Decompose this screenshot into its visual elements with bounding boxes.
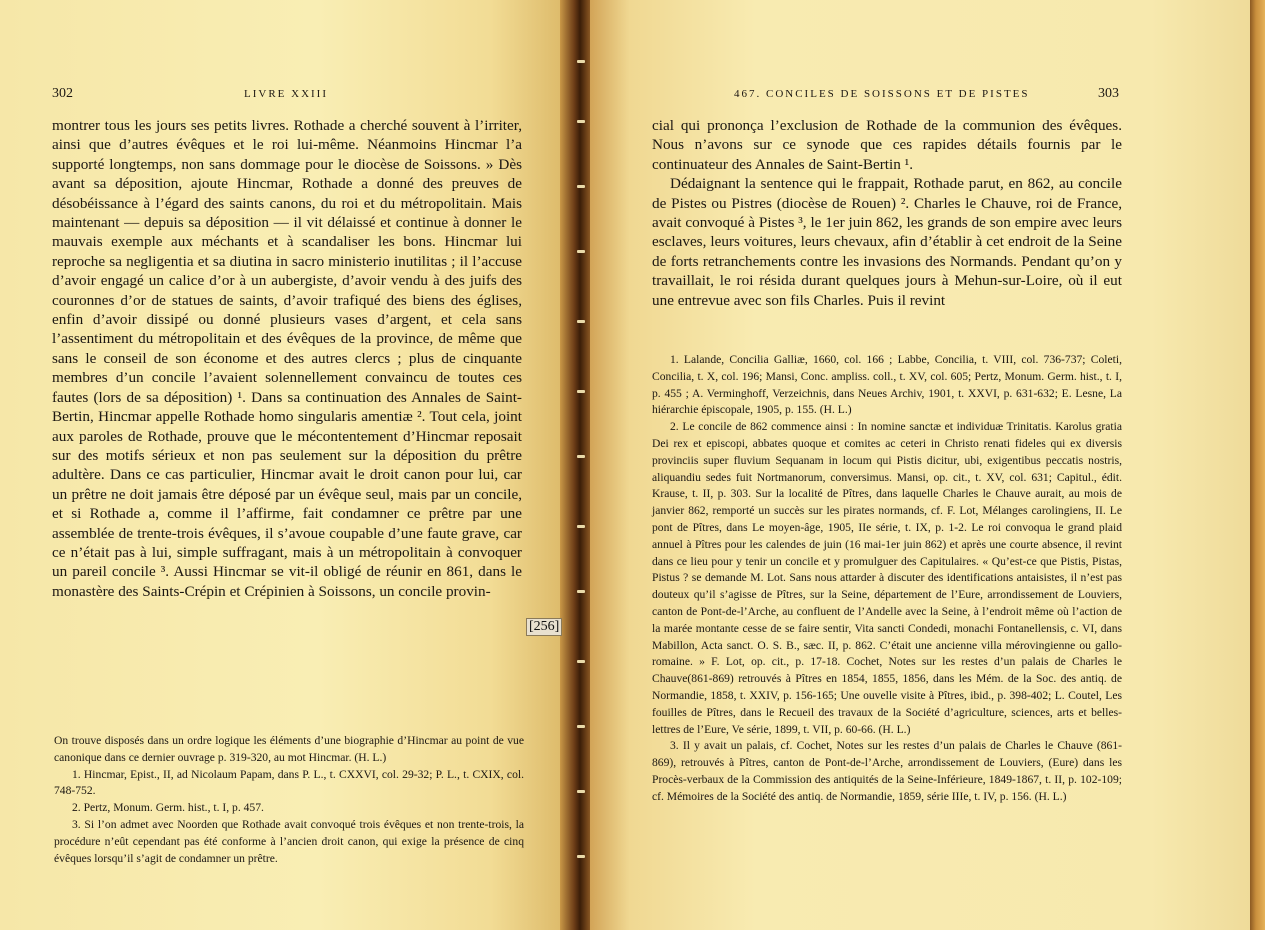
body-text [652,116,1122,310]
page-marker: [256] [526,618,562,636]
footnote: 3. Si l’on admet avec Noorden que Rothade avait convoqué trois évêques et non trente-trois, la procédure n’eût cependant pas été conforme à l’ancien droit canon, qui exige la présence de cinq évêques lorsqu’il s’agit de condamner un prêtre. [54,817,524,865]
running-head: 467. CONCILES DE SOISSONS ET DE PISTES [734,88,1030,100]
footnote: 1. Hincmar, Epist., II, ad Nicolaum Papam, dans P. L., t. CXXVI, col. 29-32; P. L., t. CXIX, col. 748-752. [54,767,524,798]
footnote-intro: On trouve disposés dans un ordre logique les éléments d’une biographie d’Hincmar au point de vue canonique dans ce dernier ouvrage p. 319-320, au mot Hincmar. (H. L.) [54,734,524,764]
paragraph: cial qui prononça l’exclusion de Rothade de la communion des évêques. Nous n’avons sur ce synode que ces rapides détails fournis par le continuateur des Annales de Saint-Bertin ¹. [652,117,1122,173]
paragraph: Dédaignant la sentence qui le frappait, Rothade parut, en 862, au concile de Pistes ou Pistres (diocèse de Rouen) ². Charles le Chauve, roi de France, avait convoqué à Pistes ³, le 1er juin 862, les grands de son empire avec leurs esclaves, leurs voitures, leurs chevaux, afin d’établir à cet endroit de la Seine de forts retranchements contre les invasions des Normands. Pendant qu’on y travaillait, le roi résida durant quelques jours à Mehun-sur-Loire, où il eut une entrevue avec son fils Charles. Puis il revint [652,175,1122,309]
footnote: 1. Lalande, Concilia Galliæ, 1660, col. 166 ; Labbe, Concilia, t. VIII, col. 736-737; Coleti, Concilia, t. X, col. 196; Mansi, Conc. ampliss. coll., t. XV, col. 605; Pertz, Monum. Germ. hist., t. I, p. 455 ; A. Verminghoff, Verzeichnis, dans Neues Archiv, 1901, t. XXVI, p. 631-632; E. Lesne, La hiérarchie épiscopale, 1905, p. 155. (H. L.) [652,353,1122,417]
page-edge [1250,0,1265,930]
left-page [0,0,577,930]
body-text [52,116,522,601]
right-page [590,0,1250,930]
footnotes [54,733,524,867]
page-number: 302 [52,86,73,101]
footnote: 2. Pertz, Monum. Germ. hist., t. I, p. 457. [72,801,264,815]
footnote: 2. Le concile de 862 commence ainsi : In nomine sanctæ et individuæ Trinitatis. Karolus gratia Dei rex et episcopi, abbates quoque et comites ac ceteri in Christo renati fideles qui ex diversis provinciis super fluvium Sequanam in locum qui Pistis dicitur, ubi, exigentibus peccatis nostris, aliquandiu sedes fuit Nortmanorum, conversimus. Mansi, op. cit., t. XV, col. 631; Capitul., édit. Krause, t. II, p. 303. Sur la localité de Pîtres, dans laquelle Charles le Chauve aurait, au mois de janvier 862, remporté un succès sur les pirates normands, cf. F. Lot, Mélanges carolingiens, II. Le pont de Pîtres, dans Le moyen-âge, 1905, IIe série, t. IX, p. 1-2. Le roi convoqua le grand plaid annuel à Pîtres pour les calendes de juin (16 mai-1er juin 862) et après une courte absence, il revint dans ce lieu pour y tenir un concile et y promulguer des Capitulaires. « Qu’est-ce que Pistis, Pistas, Pistus ? se demande M. Lot. Sans nous attarder à discuter des identifications antaisistes, il n’est pas douteux qu’il s’agisse de Pîtres, sur la Seine, département de l’Eure, arrondissement de Louviers, canton de Pont-de-l’Arche, au confluent de l’Andelle avec la Seine, à l’endroit même où l’action de la marée montante cesse de se faire sentir, Vita sancti Condedi, monachi Fontanellensis, c. VI, dans Mabillon, Acta sanct. O. S. B., sæc. II, p. 862. C’était une ancienne villa mérovingienne ou gallo-romaine. » F. Lot, op. cit., p. 17-18. Cochet, Notes sur les restes d’un palais de Charles le Chauve(861-869) retrouvés à Pîtres en 1854, 1855, 1856, dans les Mém. de la Soc. des antiq. de Normandie, 1858, t. XXIV, p. 156-165; Une ouvelle visite à Pîtres, ibid., p. 398-402; L. Coutel, Les fouilles de Pîtres, dans le Recueil des travaux de la Société d’agriculture, sciences, arts et belles-lettres de l’Eure, Ve série, 1899, t. VII, p. 60-66. (H. L.) [652,420,1122,736]
page-number: 303 [1098,86,1119,101]
running-head: LIVRE XXIII [244,88,329,100]
footnote: 3. Il y avait un palais, cf. Cochet, Notes sur les restes d’un palais de Charles le Chauve (861-869), retrouvés à Pîtres, canton de Pont-de-l’Arche, arrondissement de Louviers, (Eure) dans les Procès-verbaux de la Commission des antiquités de la Seine-Inférieure, 1849-1867, t. II, p. 102-109; cf. Mémoires de la Société des antiq. de Normandie, 1859, série IIIe, t. IV, p. 156. (H. L.) [652,739,1122,803]
footnotes [652,352,1122,806]
paragraph: montrer tous les jours ses petits livres. Rothade a cherché souvent à l’irriter, ainsi que d’autres évêques et le roi lui-même. Néanmoins Hincmar l’a supporté longtemps, non sans dommage pour le diocèse de Soissons. » Dès avant sa déposition, ajoute Hincmar, Rothade a donné des preuves de désobéissance à l’égard des saints canons, du roi et du métropolitain. Mais maintenant — depuis sa déposition — il vit délaissé et continue à donner le mauvais exemple aux méchants et à scandaliser les bons. Hincmar lui reproche sa negligentia et sa diutina in sacro ministerio inutilitas ; il l’accuse d’avoir engagé un calice d’or à un aubergiste, d’avoir vendu à des juifs des couronnes d’or de statues de saints, d’avoir trafiqué des biens des églises, enfin d’avoir dissipé ou donné plusieurs vases d’argent, et cela sans l’assentiment du métropolitain et des évêques de la province, de même que sans le conseil de son économe et des autres clercs ; plus de cinquante membres d’un concile l’avaient solennellement convaincu de toutes ces fautes (lors de sa déposition) ¹. Dans sa continuation des Annales de Saint-Bertin, Hincmar appelle Rothade homo singularis amentiæ ². Tout cela, joint aux paroles de Rothade, prouve que le mécontentement d’Hincmar reposait sur des motifs sérieux et non pas seulement sur la déposition du prêtre adultère. Dans ce cas particulier, Hincmar avait le droit canon pour lui, car un prêtre ne doit jamais être déposé par un évêque seul, mais par un concile, et si Rothade a, comme il l’affirme, fait condamner ce prêtre par une assemblée de trente-trois évêques, il s’avoue coupable d’une faute grave, car ce n’était pas à lui, simple suffragant, mais à un métropolitain à convoquer un pareil concile ³. Aussi Hincmar se vit-il obligé de réunir en 861, dans le monastère des Saints-Crépin et Crépinien à Soissons, un concile provin- [52,117,522,600]
